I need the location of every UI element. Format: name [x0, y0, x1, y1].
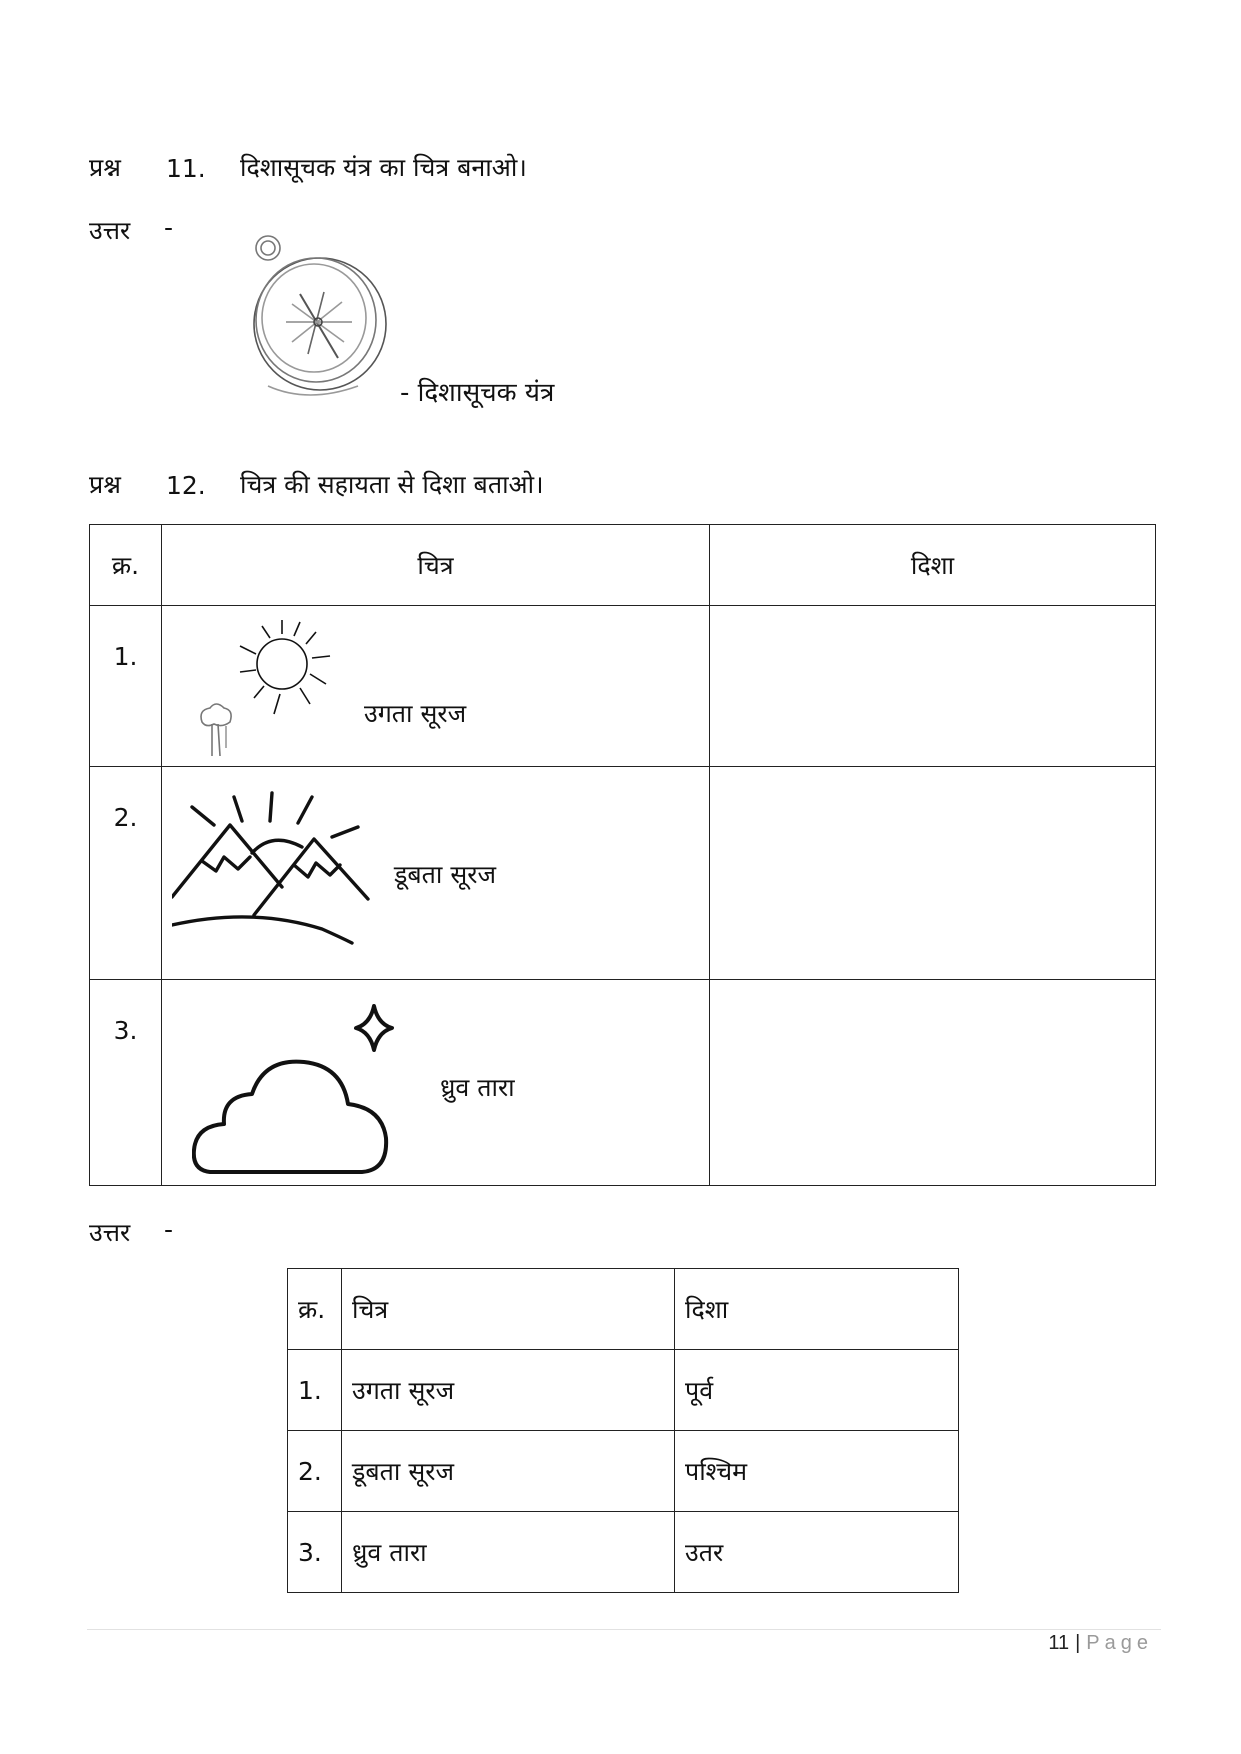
question-table-header — [90, 525, 1156, 606]
row-sno: 1. — [90, 606, 162, 767]
row-direction-cell — [710, 606, 1156, 767]
answer-direction: उतर — [675, 1512, 959, 1593]
row-sno: 3. — [90, 980, 162, 1186]
q12-text: चित्र की सहायता से दिशा बताओ। — [240, 470, 544, 499]
pole-star-cloud-icon — [192, 1000, 402, 1180]
q11-label: प्रश्न — [89, 153, 121, 182]
compass-sketch-icon — [238, 226, 388, 396]
row-sno: 2. — [90, 767, 162, 980]
row-picture-label: ध्रुव तारा — [440, 1073, 515, 1102]
header-sno: क्र. — [90, 525, 162, 606]
header-direction: दिशा — [710, 525, 1156, 606]
question-table — [89, 524, 1156, 1186]
q11-number: 11. — [166, 154, 206, 183]
answer-picture: डूबता सूरज — [342, 1431, 675, 1512]
answer-sno: 1. — [288, 1350, 342, 1431]
q11-answer-dash: - — [164, 213, 174, 242]
setting-sun-mountains-icon — [172, 787, 372, 947]
row-picture-cell — [162, 767, 710, 980]
q12-answer-dash: - — [164, 1215, 174, 1244]
row-direction-cell — [710, 767, 1156, 980]
q12-answer-label: उत्तर — [89, 1218, 131, 1247]
page-separator: | — [1075, 1632, 1081, 1654]
q12-label: प्रश्न — [89, 470, 121, 499]
table-row — [90, 980, 1156, 1186]
table-row — [90, 767, 1156, 980]
answer-picture: ध्रुव तारा — [342, 1512, 675, 1593]
page-word: Page — [1086, 1632, 1153, 1654]
answer-sno: 2. — [288, 1431, 342, 1512]
row-picture-label: डूबता सूरज — [394, 860, 496, 889]
header-picture: चित्र — [162, 525, 710, 606]
table-row — [288, 1512, 959, 1593]
answer-table-header — [288, 1269, 959, 1350]
table-row — [288, 1350, 959, 1431]
row-picture-label: उगता सूरज — [364, 699, 467, 728]
row-picture-cell — [162, 980, 710, 1186]
rising-sun-icon — [182, 614, 342, 764]
answer-direction: पश्चिम — [675, 1431, 959, 1512]
answer-table — [287, 1268, 959, 1593]
answer-header-picture: चित्र — [342, 1269, 675, 1350]
answer-header-sno: क्र. — [288, 1269, 342, 1350]
q12-number: 12. — [166, 471, 206, 500]
page-footer — [1048, 1632, 1153, 1655]
answer-picture: उगता सूरज — [342, 1350, 675, 1431]
q11-answer-label: उत्तर — [89, 216, 131, 245]
compass-caption: - दिशासूचक यंत्र — [400, 378, 555, 408]
table-row — [90, 606, 1156, 767]
row-picture-cell — [162, 606, 710, 767]
q11-text: दिशासूचक यंत्र का चित्र बनाओ। — [240, 153, 527, 182]
footer-divider — [87, 1629, 1161, 1630]
row-direction-cell — [710, 980, 1156, 1186]
table-row — [288, 1431, 959, 1512]
answer-sno: 3. — [288, 1512, 342, 1593]
page-number: 11 — [1048, 1632, 1070, 1654]
answer-header-direction: दिशा — [675, 1269, 959, 1350]
answer-direction: पूर्व — [675, 1350, 959, 1431]
